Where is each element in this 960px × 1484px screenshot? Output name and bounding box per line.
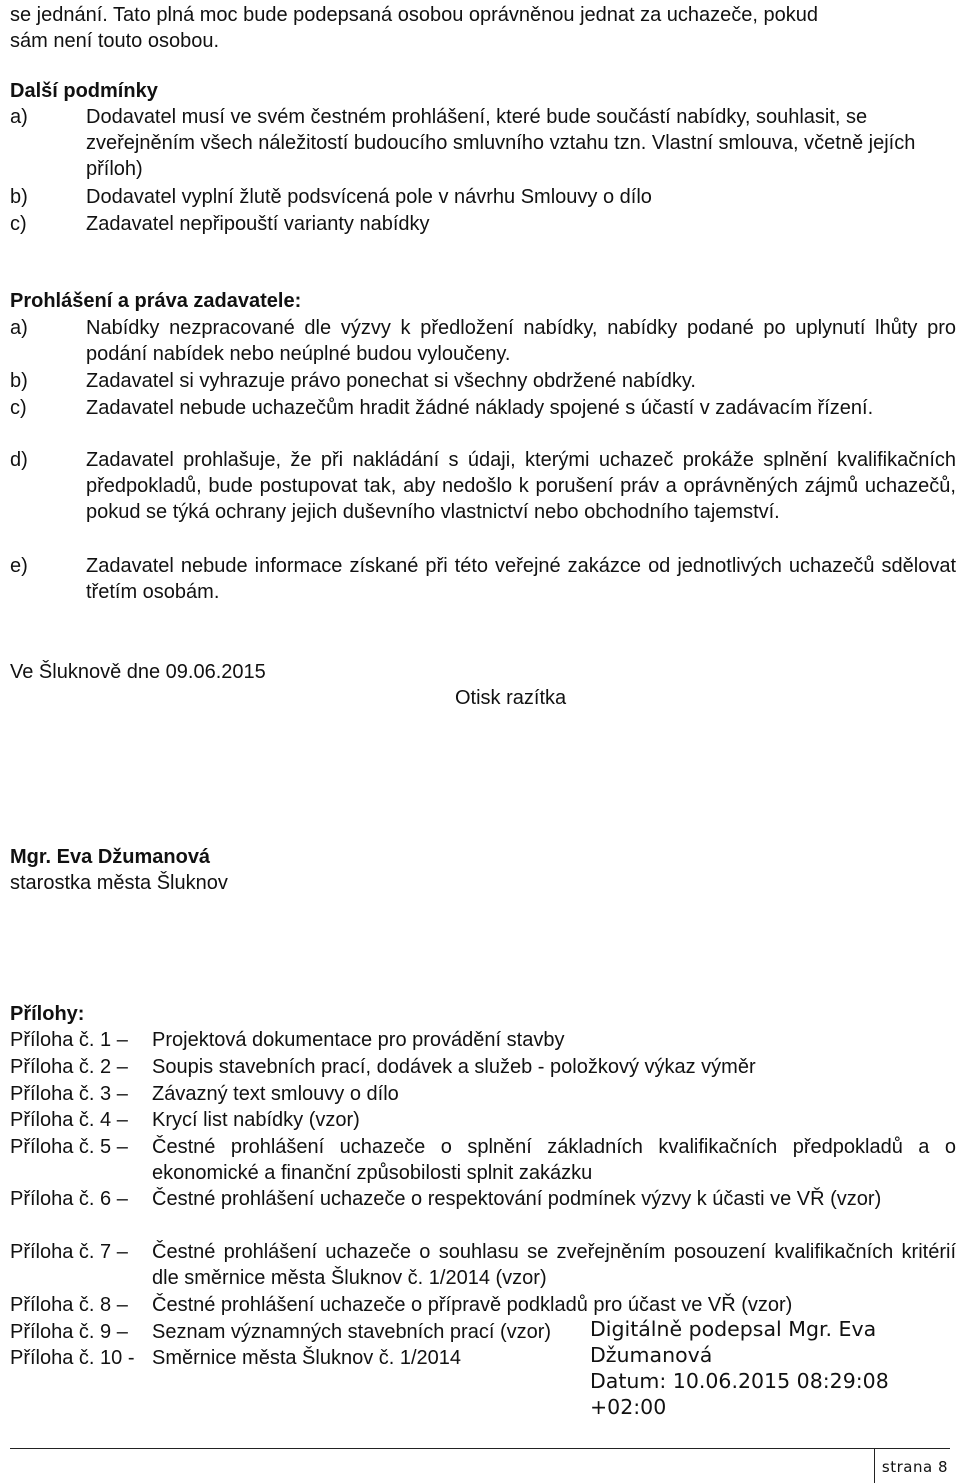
signature-line-1: Digitálně podepsal Mgr. Eva [590,1317,877,1341]
attachment-text: Soupis stavebních prací, dodávek a služeb - položkový výkaz výměr [152,1056,756,1078]
attachment-label: Příloha č. 6 – [10,1188,128,1210]
item-text: Nabídky nezpracované dle výzvy k předložení nabídky, nabídky podané po uplynutí lhůty pro podání nabídek nebo neúplné budou vyloučeny. [86,317,956,365]
item-text: Zadavatel si vyhrazuje právo ponechat si všechny obdržené nabídky. [86,370,696,392]
digital-signature-block [590,1316,950,1420]
attachment-text: Směrnice města Šluknov č. 1/2014 [152,1347,462,1369]
attachment-label: Příloha č. 8 – [10,1294,128,1316]
item-text: Zadavatel nebude informace získané při této veřejné zakázce od jednotlivých uchazečů sdělovat třetím osobám. [86,555,956,603]
item-label: b) [10,370,28,392]
footer-divider [10,1448,950,1449]
item-label: d) [10,449,28,471]
attachment-label: Příloha č. 7 – [10,1241,128,1263]
item-label: c) [10,397,27,419]
signatory-name: Mgr. Eva Džumanová [10,846,211,868]
item-text: Zadavatel nebude uchazečům hradit žádné náklady spojené s účastí v zadávacím řízení. [86,397,874,419]
attachment-item-8 [10,1292,950,1318]
attachment-label: Příloha č. 1 – [10,1029,128,1051]
item-text: Zadavatel nepřipouští varianty nabídky [86,213,430,235]
attachment-item-4 [10,1107,950,1133]
item-label: a) [10,106,28,128]
attachment-text: Čestné prohlášení uchazeče o splnění základních kvalifikačních předpokladů a o ekonomické a finanční způsobilosti splnit zakázku [152,1136,956,1184]
attachment-label: Příloha č. 4 – [10,1109,128,1131]
attachment-label: Příloha č. 3 – [10,1083,128,1105]
signature-line-3: Datum: 10.06.2015 08:29:08 [590,1369,889,1393]
intro-line-1: se jednání. Tato plná moc bude podepsaná osobou oprávněnou jednat za uchazeče, pokud [10,4,819,26]
item-text: Zadavatel prohlašuje, že při nakládání s údaji, kterými uchazeč prokáže splnění kvalifikačních předpokladů, bude postupovat tak, aby nedošlo k porušení práv a oprávněných zájmů uchazečů, pokud se týká ochrany jejich duševního vlastnictví nebo obchodního tajemství. [86,449,956,523]
item-label: b) [10,186,28,208]
other-conditions-item-a [10,104,956,184]
item-label: a) [10,317,28,339]
item-text: Dodavatel vyplní žlutě podsvícená pole v návrhu Smlouvy o dílo [86,186,652,208]
attachment-item-9 [10,1319,590,1345]
attachment-item-5 [10,1134,956,1186]
attachment-item-7 [10,1239,956,1291]
attachment-label: Příloha č. 9 – [10,1321,128,1343]
page-number: strana 8 [881,1458,948,1476]
signature-line-2: Džumanová [590,1343,713,1367]
attachment-item-10 [10,1345,590,1371]
attachment-item-1 [10,1027,950,1053]
declarations-heading: Prohlášení a práva zadavatele: [10,290,302,312]
intro-line-2: sám není touto osobou. [10,30,220,52]
attachment-item-3 [10,1081,950,1107]
attachment-text: Seznam významných stavebních prací (vzor) [152,1321,552,1343]
attachments-heading: Přílohy: [10,1003,85,1025]
attachment-label: Příloha č. 10 - [10,1347,135,1369]
stamp-placeholder: Otisk razítka [455,687,567,709]
item-label: e) [10,555,28,577]
item-label: c) [10,213,27,235]
other-conditions-heading: Další podmínky [10,80,158,102]
attachment-item-2 [10,1054,950,1080]
attachment-text: Projektová dokumentace pro provádění stavby [152,1029,565,1051]
signature-line-4: +02:00 [590,1395,667,1419]
attachment-text: Čestné prohlášení uchazeče o přípravě podkladů pro účast ve VŘ (vzor) [152,1294,793,1316]
attachment-label: Příloha č. 5 – [10,1136,128,1158]
attachment-text: Čestné prohlášení uchazeče o respektování podmínek výzvy k účasti ve VŘ (vzor) [152,1188,882,1210]
place-date: Ve Šluknově dne 09.06.2015 [10,661,266,683]
attachment-label: Příloha č. 2 – [10,1056,128,1078]
attachment-text: Závazný text smlouvy o dílo [152,1083,399,1105]
attachment-item-6 [10,1186,950,1238]
item-text: Dodavatel musí ve svém čestném prohlášení, které bude součástí nabídky, souhlasit, se zveřejněním všech náležitostí budoucího smluvního vztahu tzn. Vlastní smlouva, včetně jejích příloh) [86,106,916,180]
signatory-role: starostka města Šluknov [10,872,228,894]
attachment-text: Krycí list nabídky (vzor) [152,1109,360,1131]
attachment-text: Čestné prohlášení uchazeče o souhlasu se zveřejněním posouzení kvalifikačních kritérií dle směrnice města Šluknov č. 1/2014 (vzor) [152,1241,956,1289]
